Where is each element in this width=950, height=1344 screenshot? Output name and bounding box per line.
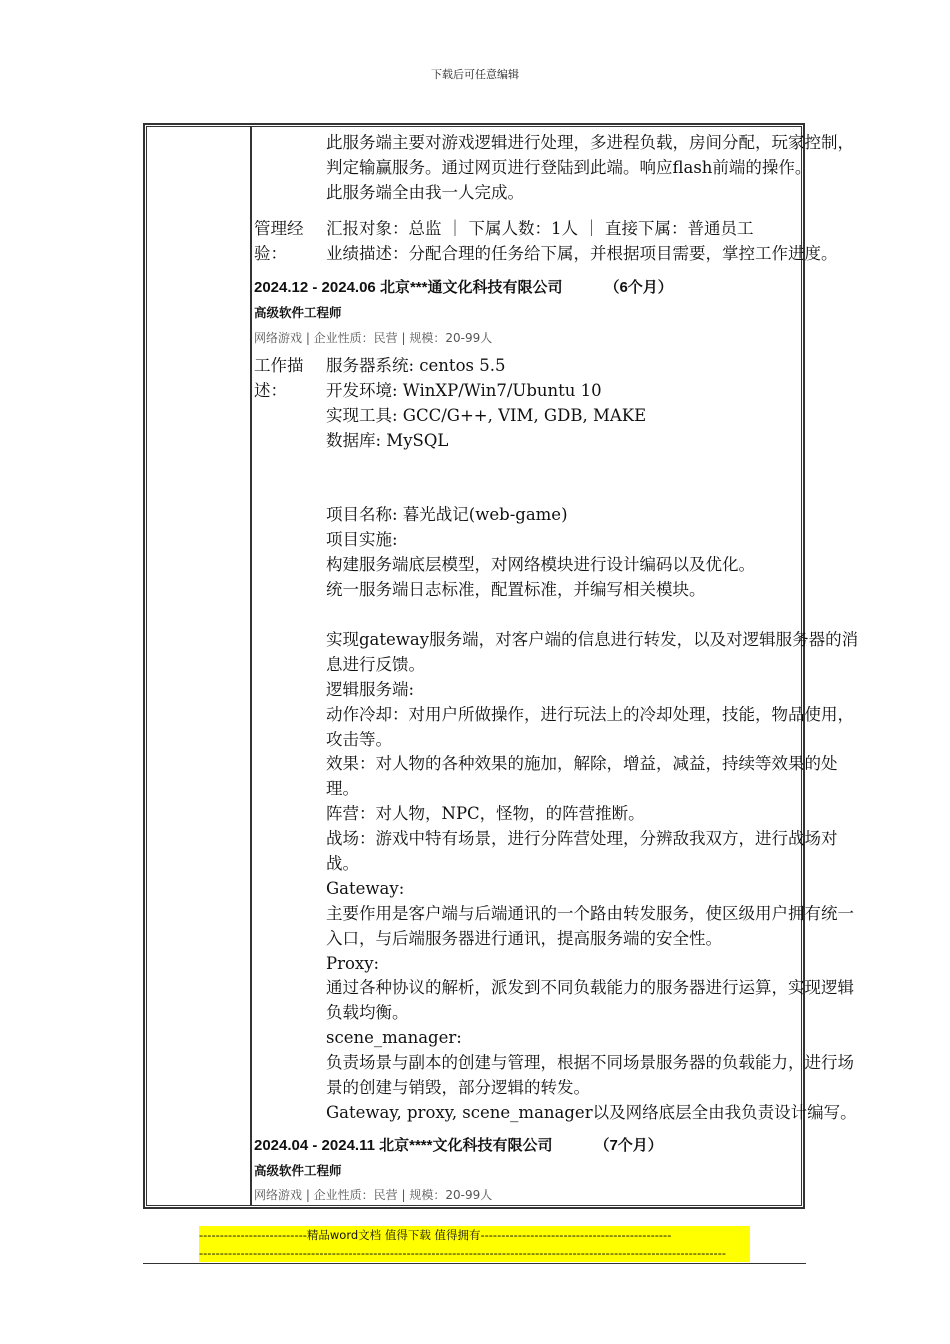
footer-banner-line: ------------------------------------------------------------------------------------------------------------------------------- <box>199 1246 727 1260</box>
work-desc-line: Proxy: <box>326 954 380 973</box>
work-desc-line: 开发环境: WinXP/Win7/Ubuntu 10 <box>326 381 602 400</box>
job-duration: （6个月） <box>604 279 673 296</box>
work-desc-line: 战场：游戏中特有场景，进行分阵营处理，分辨敌我双方，进行战场对 <box>326 829 838 848</box>
footer-banner-line: --------------------------精品word文档 值得下载 值得拥有---------------------------------------------- <box>199 1228 672 1242</box>
work-desc-line: 数据库: MySQL <box>326 431 449 450</box>
work-desc-line: 服务器系统: centos 5.5 <box>326 356 506 375</box>
work-desc-line: 项目实施: <box>326 530 398 549</box>
page-header: 下载后可任意编辑 <box>431 68 519 81</box>
management-label: 验： <box>254 244 287 263</box>
management-performance-line: 业绩描述：分配合理的任务给下属，并根据项目需要，掌控工作进度。 <box>326 244 838 263</box>
management-label: 管理经 <box>254 219 304 238</box>
work-desc-line: 实现工具: GCC/G++, VIM, GDB, MAKE <box>326 406 647 425</box>
project-desc-line: 此服务端主要对游戏逻辑进行处理，多进程负载，房间分配，玩家控制， <box>326 133 854 152</box>
work-desc-line: scene_manager: <box>326 1028 462 1047</box>
column-divider <box>250 126 252 1206</box>
work-desc-label: 工作描 <box>254 356 304 375</box>
work-desc-line: 景的创建与销毁，部分逻辑的转发。 <box>326 1078 590 1097</box>
work-desc-line: 逻辑服务端: <box>326 680 415 699</box>
work-desc-line: 息进行反馈。 <box>326 655 425 674</box>
job-period-company <box>254 278 673 298</box>
job-info: 网络游戏 | 企业性质：民营 | 规模：20-99人 <box>254 1188 493 1202</box>
project-desc-line: 判定输赢服务。通过网页进行登陆到此端。响应flash前端的操作。 <box>326 158 812 177</box>
work-desc-line: Gateway: <box>326 879 405 898</box>
work-desc-line: 实现gateway服务端，对客户端的信息进行转发，以及对逻辑服务器的消 <box>326 630 859 649</box>
work-desc-line: 主要作用是客户端与后端通讯的一个路由转发服务，使区级用户拥有统一 <box>326 904 854 923</box>
work-desc-line: 通过各种协议的解析，派发到不同负载能力的服务器进行运算，实现逻辑 <box>326 978 854 997</box>
job-info: 网络游戏 | 企业性质：民营 | 规模：20-99人 <box>254 331 493 345</box>
job-period-company <box>254 1136 663 1156</box>
work-desc-line: 入口，与后端服务器进行通讯，提高服务端的安全性。 <box>326 929 722 948</box>
job-period-company-text: 2024.04 - 2024.11 北京****文化科技有限公司 <box>254 1137 553 1154</box>
job-title: 高级软件工程师 <box>254 305 342 320</box>
footer-banner <box>199 1226 750 1262</box>
work-desc-line: Gateway, proxy, scene_manager以及网络底层全由我负责设计编写。 <box>326 1103 857 1122</box>
work-desc-line: 负责场景与副本的创建与管理，根据不同场景服务器的负载能力，进行场 <box>326 1053 854 1072</box>
management-report-line: 汇报对象：总监 ｜ 下属人数：1人 ｜ 直接下属：普通员工 <box>326 219 754 238</box>
work-desc-line: 项目名称: 暮光战记(web-game) <box>326 505 568 524</box>
work-desc-line: 效果：对人物的各种效果的施加，解除，增益，减益，持续等效果的处 <box>326 754 838 773</box>
work-desc-line: 构建服务端底层模型，对网络模块进行设计编码以及优化。 <box>326 555 755 574</box>
footer-rule <box>143 1263 806 1264</box>
work-desc-line: 统一服务端日志标准，配置标准，并编写相关模块。 <box>326 580 706 599</box>
project-desc-line: 此服务端全由我一人完成。 <box>326 183 524 202</box>
work-desc-label: 述： <box>254 381 287 400</box>
job-period-company-text: 2024.12 - 2024.06 北京***通文化科技有限公司 <box>254 279 563 296</box>
work-desc-line: 动作冷却：对用户所做操作，进行玩法上的冷却处理，技能，物品使用， <box>326 705 854 724</box>
job-title: 高级软件工程师 <box>254 1163 342 1178</box>
work-desc-line: 攻击等。 <box>326 730 392 749</box>
work-desc-line: 战。 <box>326 854 359 873</box>
job-duration: （7个月） <box>594 1137 663 1154</box>
work-desc-line: 阵营：对人物，NPC，怪物，的阵营推断。 <box>326 804 645 823</box>
work-desc-line: 理。 <box>326 779 359 798</box>
work-desc-line: 负载均衡。 <box>326 1003 409 1022</box>
